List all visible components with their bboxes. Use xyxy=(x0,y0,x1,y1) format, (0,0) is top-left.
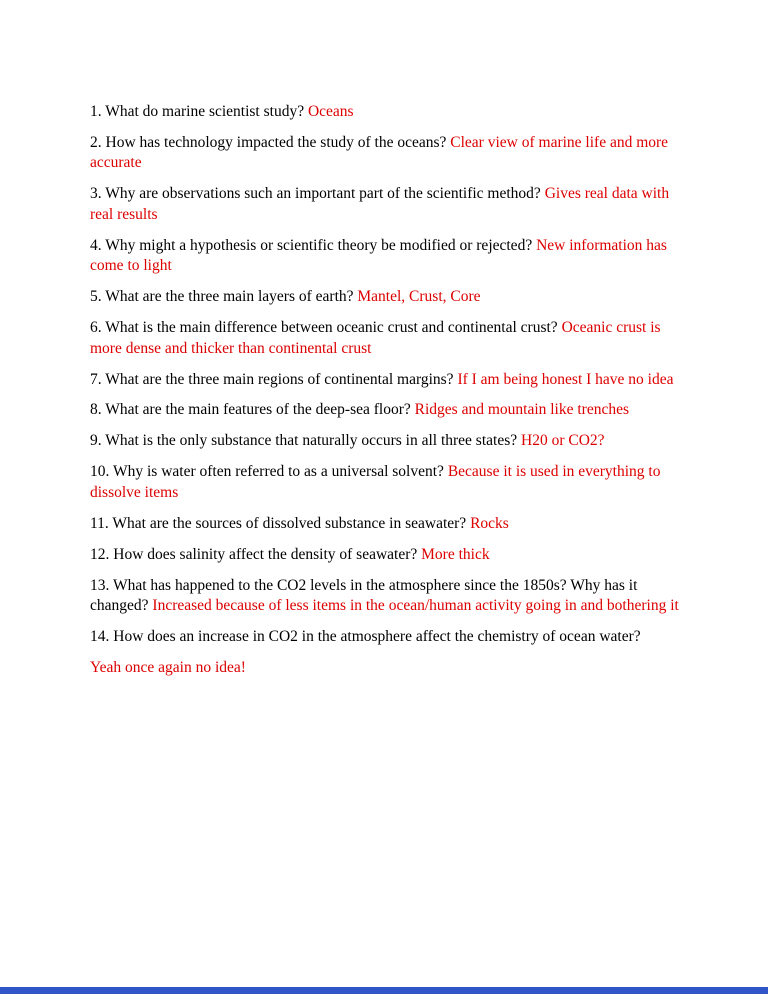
qa-item xyxy=(90,184,680,225)
answer-text: Gives real data with real results xyxy=(90,185,670,223)
qa-item xyxy=(90,462,680,503)
qa-item xyxy=(90,627,680,647)
question-text: 6. What is the main difference between oceanic crust and continental crust? xyxy=(90,319,558,337)
qa-item xyxy=(90,370,680,390)
answer-text: Ridges and mountain like trenches xyxy=(414,401,630,419)
question-text: 13. What has happened to the CO2 levels in the atmosphere since the 1850s? Why has it changed? xyxy=(90,576,638,615)
answer-text: Because it is used in everything to dissolve items xyxy=(90,463,661,501)
qa-item xyxy=(90,133,680,174)
answer-text: Oceans xyxy=(307,103,354,120)
answer-text: Rocks xyxy=(470,514,509,532)
question-text: 9. What is the only substance that naturally occurs in all three states? xyxy=(90,432,518,450)
question-text: 5. What are the three main layers of earth? xyxy=(90,288,354,306)
question-text: 7. What are the three main regions of continental margins? xyxy=(90,370,454,388)
qa-item xyxy=(90,318,680,359)
question-text: 11. What are the sources of dissolved substance in seawater? xyxy=(90,514,467,532)
bottom-window-edge-bar xyxy=(0,987,768,994)
answer-text: New information has come to light xyxy=(90,236,667,275)
qa-item xyxy=(90,102,680,122)
question-text: 14. How does an increase in CO2 in the atmosphere affect the chemistry of ocean water? xyxy=(90,628,641,646)
question-text: 3. Why are observations such an important part of the scientific method? xyxy=(90,185,541,203)
qa-item xyxy=(90,576,680,617)
answer-text: More thick xyxy=(421,545,490,563)
answer-text: Oceanic crust is more dense and thicker than continental crust xyxy=(90,319,661,357)
qa-item xyxy=(90,400,680,420)
question-text: 8. What are the main features of the deep-sea floor? xyxy=(90,401,411,419)
final-answer-note: Yeah once again no idea! xyxy=(90,659,246,677)
qa-item xyxy=(90,514,680,534)
question-text: 1. What do marine scientist study? xyxy=(90,103,305,120)
qa-item xyxy=(90,545,680,565)
question-text: 10. Why is water often referred to as a universal solvent? xyxy=(90,463,444,481)
answer-text: H20 or CO2? xyxy=(521,432,605,450)
qa-item xyxy=(90,287,680,307)
answer-text: Clear view of marine life and more accurate xyxy=(90,133,669,172)
question-text: 4. Why might a hypothesis or scientific theory be modified or rejected? xyxy=(90,236,533,254)
qa-item xyxy=(90,431,680,451)
answer-text: Increased because of less items in the ocean/human activity going in and bothering it xyxy=(152,597,679,615)
qa-list xyxy=(90,102,680,689)
question-text: 2. How has technology impacted the study of the oceans? xyxy=(90,133,447,151)
question-text: 12. How does salinity affect the density of seawater? xyxy=(90,545,418,563)
qa-item xyxy=(90,236,680,277)
answer-text: If I am being honest I have no idea xyxy=(457,370,674,388)
answer-text: Mantel, Crust, Core xyxy=(357,288,481,306)
